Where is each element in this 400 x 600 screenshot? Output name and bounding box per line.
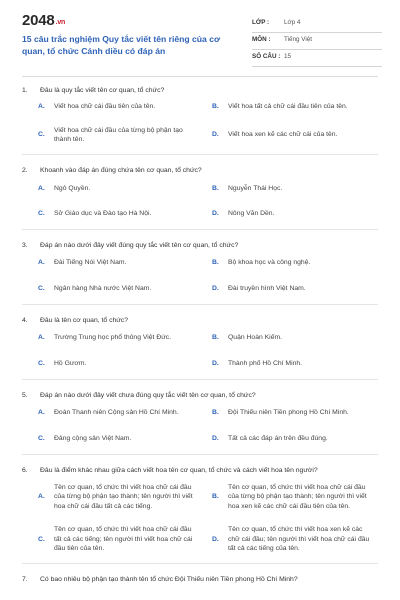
header-divider <box>22 76 378 77</box>
option-b[interactable] <box>212 253 382 277</box>
option-text: Ngân hàng Nhà nước Việt Nam. <box>54 284 152 292</box>
meta-row-subject <box>252 33 382 50</box>
option-letter: C. <box>38 434 45 442</box>
options <box>0 178 400 229</box>
option-b[interactable] <box>212 328 382 352</box>
question-number: 1. <box>22 87 28 94</box>
option-text: Tên cơ quan, tổ chức thì viết hoa xen kẽ các chữ cái đầu; tên người thì viết hoa chữ cái đầu tất cả các tiếng của tên. <box>228 526 370 553</box>
option-row <box>0 403 400 427</box>
question-prompt: Đâu là tên cơ quan, tổ chức? <box>40 317 128 324</box>
option-text: Thành phố Hồ Chí Minh. <box>228 359 303 367</box>
option-letter: C. <box>38 284 45 292</box>
option-d[interactable] <box>212 277 382 304</box>
options <box>0 478 400 563</box>
option-c[interactable] <box>38 277 208 304</box>
option-text: Viết hoa xen kẽ các chữ cái của tên. <box>228 131 338 139</box>
question-number: 3. <box>22 242 28 249</box>
option-letter: B. <box>212 409 219 417</box>
question-separator <box>22 154 378 155</box>
option-a[interactable] <box>38 253 208 277</box>
question-number: 6. <box>22 467 28 474</box>
logo-tld: .vn <box>55 19 66 26</box>
question-4 <box>0 314 400 380</box>
question-2 <box>0 164 400 230</box>
question-text <box>0 389 400 403</box>
option-text: Sở Giáo dục và Đào tạo Hà Nội. <box>54 210 152 218</box>
option-b[interactable] <box>212 98 382 120</box>
option-letter: D. <box>212 535 219 543</box>
option-row <box>0 203 400 229</box>
question-text <box>0 84 400 98</box>
option-row <box>0 478 400 520</box>
option-row <box>0 427 400 454</box>
option-row <box>0 98 400 120</box>
option-d[interactable] <box>212 120 382 154</box>
option-row <box>0 277 400 304</box>
option-letter: A. <box>38 259 45 267</box>
question-1 <box>0 84 400 155</box>
option-text: Viết hoa chữ cái đầu của từng bộ phận tạo thành tên. <box>54 126 183 143</box>
meta-label: LỚP : <box>252 19 270 26</box>
options <box>0 403 400 454</box>
option-text: Quận Hoàn Kiếm. <box>228 334 283 342</box>
meta-label: SỐ CÂU : <box>252 53 281 60</box>
option-a[interactable] <box>38 403 208 427</box>
question-separator <box>22 563 378 564</box>
page-title: 15 câu trắc nghiệm Quy tắc viết tên riêng của cơ quan, tổ chức Cánh diều có đáp án <box>22 34 221 56</box>
option-letter: B. <box>212 103 219 111</box>
option-a[interactable] <box>38 478 208 520</box>
question-prompt: Có bao nhiêu bộ phận tạo thành tên tổ chức Đội Thiếu niên Tiền phong Hồ Chí Minh? <box>40 576 298 583</box>
option-c[interactable] <box>38 352 208 379</box>
option-text: Tên cơ quan, tổ chức thì viết hoa chữ cái đầu của từng bộ phận tạo thành; tên người thì viết hoa xen kẽ các chữ cái đầu tiên của tên. <box>228 483 367 510</box>
option-text: Tên cơ quan, tổ chức thì viết hoa chữ cái đầu tất cả các tiếng; tên người thì viết hoa chữ cái đầu tiên của tên. <box>54 526 193 553</box>
meta-value: 15 <box>284 53 292 60</box>
question-number: 2. <box>22 167 28 174</box>
question-text <box>0 464 400 478</box>
question-prompt: Đâu là điểm khác nhau giữa cách viết hoa tên cơ quan, tổ chức và cách viết hoa tên người? <box>40 467 318 474</box>
option-row <box>0 352 400 379</box>
option-text: Viết hoa chữ cái đầu tiên của tên. <box>54 103 156 111</box>
option-letter: B. <box>212 493 219 500</box>
options <box>0 328 400 379</box>
option-letter: A. <box>38 334 45 342</box>
option-letter: C. <box>38 131 45 138</box>
option-text: Đài truyền hình Việt Nam. <box>228 284 306 292</box>
option-d[interactable] <box>212 427 382 454</box>
option-letter: C. <box>38 535 45 543</box>
option-text: Đài Tiếng Nói Việt Nam. <box>54 259 127 267</box>
question-prompt: Khoanh vào đáp án đúng chứa tên cơ quan, tổ chức? <box>40 167 202 174</box>
meta-row-count <box>252 50 382 67</box>
option-a[interactable] <box>38 178 208 203</box>
question-prompt: Đâu là quy tắc viết tên cơ quan, tổ chức? <box>40 87 165 94</box>
option-text: Đảng cộng sản Việt Nam. <box>54 434 132 442</box>
option-text: Viết hoa tất cả chữ cái đầu tiên của tên. <box>228 103 348 111</box>
option-text: Đội Thiếu niên Tiền phong Hồ Chí Minh. <box>228 409 349 417</box>
option-row <box>0 520 400 563</box>
question-5 <box>0 389 400 455</box>
option-text: Nông Văn Dền. <box>228 210 275 218</box>
question-text <box>0 573 400 587</box>
option-text: Hồ Gươm. <box>54 359 87 367</box>
options <box>0 98 400 154</box>
question-list <box>0 80 400 587</box>
option-letter: B. <box>212 334 219 342</box>
option-text: Tên cơ quan, tổ chức thì viết hoa chữ cái đầu của từng bộ phận tạo thành; tên người thì viết hoa chữ cái đầu tất cả các tiếng. <box>54 483 193 510</box>
option-letter: D. <box>212 284 219 292</box>
option-c[interactable] <box>38 427 208 454</box>
option-b[interactable] <box>212 478 382 520</box>
logo-text: 2048 <box>22 12 55 29</box>
option-b[interactable] <box>212 403 382 427</box>
question-7 <box>0 573 400 587</box>
option-d[interactable] <box>212 352 382 379</box>
meta-value: Tiếng Việt <box>284 36 313 43</box>
option-letter: C. <box>38 359 45 367</box>
option-letter: B. <box>212 184 219 192</box>
meta-row-grade <box>252 16 382 33</box>
option-a[interactable] <box>38 98 208 120</box>
option-text: Nguyễn Thái Học. <box>228 184 283 192</box>
question-separator <box>22 454 378 455</box>
question-prompt: Đáp án nào dưới đây viết đúng quy tắc viết tên cơ quan, tổ chức? <box>40 242 239 249</box>
meta-info <box>252 16 382 67</box>
question-number: 4. <box>22 317 28 324</box>
option-text: Đoàn Thanh niên Cộng sản Hồ Chí Minh. <box>54 409 179 417</box>
question-3 <box>0 239 400 305</box>
option-letter: B. <box>212 259 219 267</box>
option-letter: C. <box>38 210 45 218</box>
option-letter: A. <box>38 409 45 417</box>
question-6 <box>0 464 400 564</box>
question-number: 5. <box>22 392 28 399</box>
question-prompt: Đáp án nào dưới đây viết chưa đúng quy tắc viết tên cơ quan, tổ chức? <box>40 392 256 399</box>
option-c[interactable] <box>38 120 208 154</box>
site-logo[interactable] <box>22 12 65 29</box>
header <box>0 0 400 72</box>
option-b[interactable] <box>212 178 382 203</box>
question-text <box>0 164 400 178</box>
question-text <box>0 239 400 253</box>
option-letter: A. <box>38 103 45 111</box>
question-separator <box>22 379 378 380</box>
option-c[interactable] <box>38 520 208 563</box>
option-c[interactable] <box>38 203 208 229</box>
option-text: Bộ khoa học và công nghệ. <box>228 259 311 267</box>
option-text: Ngô Quyền. <box>54 184 91 192</box>
options <box>0 253 400 304</box>
option-text: Trường Trung học phổ thông Việt Đức. <box>54 334 172 342</box>
option-letter: D. <box>212 131 219 139</box>
option-letter: D. <box>212 210 219 218</box>
option-letter: D. <box>212 434 219 442</box>
question-separator <box>22 304 378 305</box>
option-letter: A. <box>38 493 45 500</box>
meta-value: Lớp 4 <box>284 19 301 26</box>
meta-label: MÔN : <box>252 36 271 43</box>
option-text: Tất cả các đáp án trên đều đúng. <box>228 434 328 442</box>
option-row <box>0 178 400 203</box>
question-text <box>0 314 400 328</box>
option-a[interactable] <box>38 328 208 352</box>
option-row <box>0 120 400 154</box>
option-letter: A. <box>38 184 45 192</box>
option-letter: D. <box>212 359 219 367</box>
option-d[interactable] <box>212 203 382 229</box>
question-number: 7. <box>22 576 28 583</box>
option-d[interactable] <box>212 520 382 563</box>
option-row <box>0 253 400 277</box>
question-separator <box>22 229 378 230</box>
option-row <box>0 328 400 352</box>
